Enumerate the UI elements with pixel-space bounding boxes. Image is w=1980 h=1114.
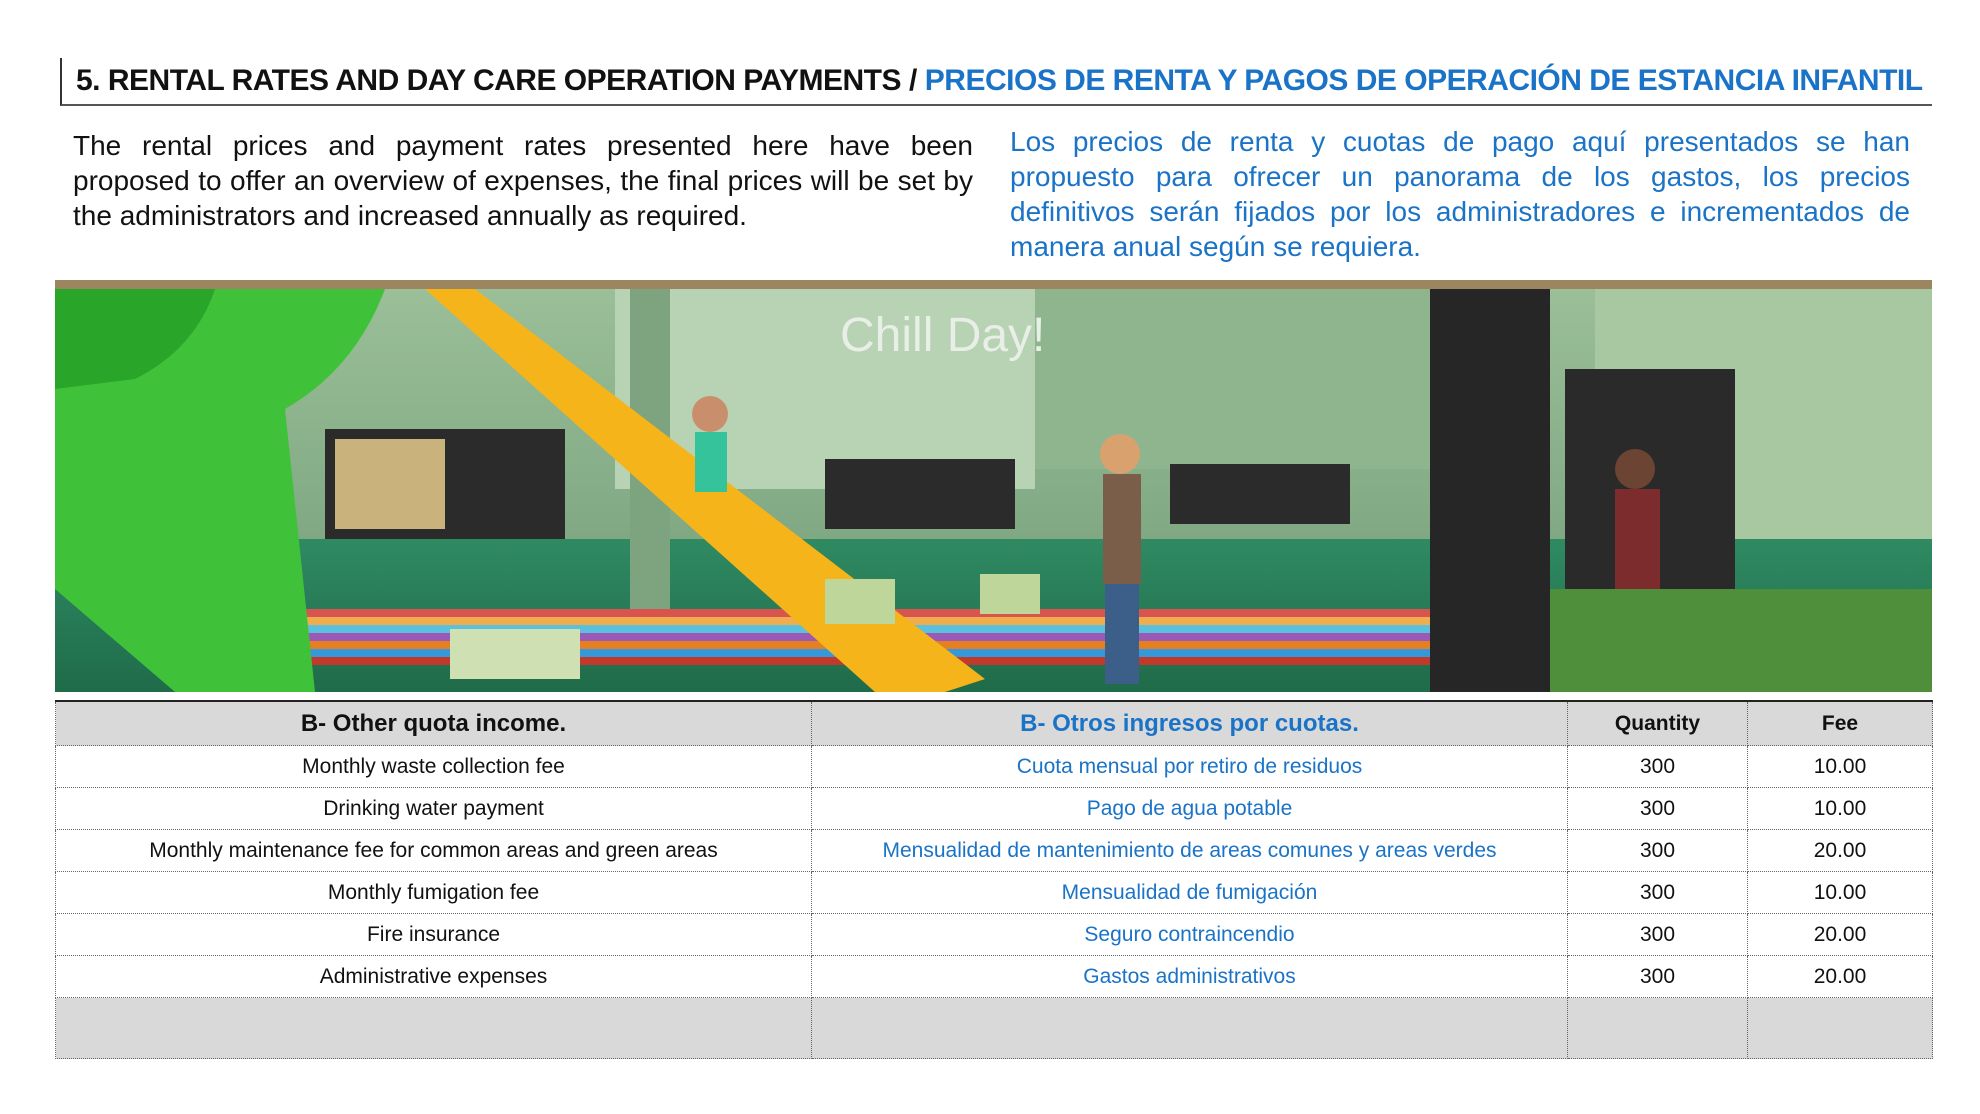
chill-day-sign: Chill Day!	[840, 309, 1046, 362]
row-fee: 10.00	[1748, 788, 1933, 830]
daycare-scene	[55, 289, 1932, 692]
row-quantity: 300	[1568, 746, 1748, 788]
row-concept-en: Monthly maintenance fee for common areas and green areas	[56, 830, 812, 872]
row-concept-en: Fire insurance	[56, 914, 812, 956]
section-title-es: PRECIOS DE RENTA Y PAGOS DE OPERACIÓN DE ESTANCIA INFANTIL	[924, 64, 1923, 97]
row-fee: 20.00	[1748, 830, 1933, 872]
table-row	[56, 746, 1933, 788]
row-quantity: 300	[1568, 830, 1748, 872]
section-title-separator: /	[908, 64, 917, 97]
header-fee: Fee	[1748, 701, 1933, 746]
row-concept-es: Seguro contraincendio	[812, 914, 1568, 956]
header-es: B- Otros ingresos por cuotas.	[812, 701, 1568, 746]
row-concept-es: Gastos administrativos	[812, 956, 1568, 998]
table-row	[56, 914, 1933, 956]
empty-cell	[812, 998, 1568, 1059]
row-quantity: 300	[1568, 956, 1748, 998]
row-concept-es: Cuota mensual por retiro de residuos	[812, 746, 1568, 788]
table-row	[56, 788, 1933, 830]
section-title-en: 5. RENTAL RATES AND DAY CARE OPERATION PAYMENTS	[76, 64, 901, 97]
row-fee: 20.00	[1748, 914, 1933, 956]
row-fee: 10.00	[1748, 872, 1933, 914]
row-quantity: 300	[1568, 872, 1748, 914]
row-concept-en: Monthly fumigation fee	[56, 872, 812, 914]
row-fee: 20.00	[1748, 956, 1933, 998]
section-title	[60, 58, 1932, 106]
row-concept-en: Monthly waste collection fee	[56, 746, 812, 788]
row-quantity: 300	[1568, 914, 1748, 956]
daycare-render-image	[55, 280, 1932, 692]
row-concept-es: Mensualidad de fumigación	[812, 872, 1568, 914]
row-concept-es: Pago de agua potable	[812, 788, 1568, 830]
empty-cell	[1568, 998, 1748, 1059]
header-en: B- Other quota income.	[56, 701, 812, 746]
table-row	[56, 830, 1933, 872]
row-concept-en: Drinking water payment	[56, 788, 812, 830]
quota-income-table	[55, 700, 1933, 1059]
row-concept-en: Administrative expenses	[56, 956, 812, 998]
table-row	[56, 956, 1933, 998]
intro-paragraph-en: The rental prices and payment rates presented here have been proposed to offer an overview of expenses, the final prices will be set by the administrators and increased annually as required.	[73, 130, 973, 231]
table-total-row	[56, 998, 1933, 1059]
row-quantity: 300	[1568, 788, 1748, 830]
row-fee: 10.00	[1748, 746, 1933, 788]
row-concept-es: Mensualidad de mantenimiento de areas comunes y areas verdes	[812, 830, 1568, 872]
table-row	[56, 872, 1933, 914]
table-header-row	[56, 701, 1933, 746]
header-quantity: Quantity	[1568, 701, 1748, 746]
empty-cell	[56, 998, 812, 1059]
empty-cell	[1748, 998, 1933, 1059]
intro-paragraph-es: Los precios de renta y cuotas de pago aquí presentados se han propuesto para ofrecer un panorama de los gastos, los precios definitivos serán fijados por los administradores e incrementados de manera anual según se requiera.	[1010, 126, 1910, 262]
